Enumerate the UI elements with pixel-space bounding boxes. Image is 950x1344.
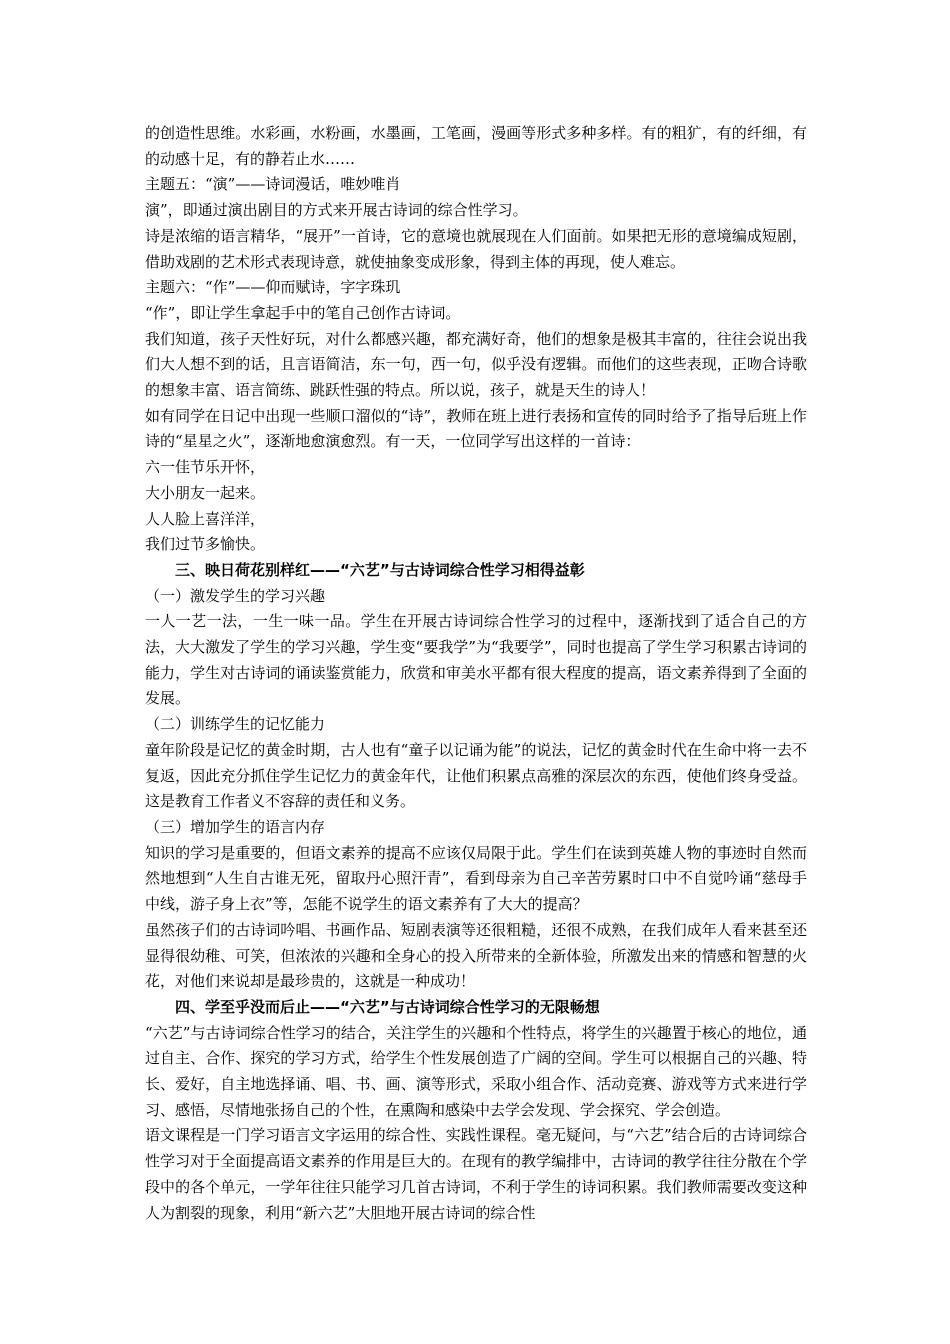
subsection-title: （二）训练学生的记忆能力 bbox=[145, 715, 326, 734]
paragraph: 虽然孩子们的古诗词吟唱、书画作品、短剧表演等还很粗糙，还很不成熟，在我们成年人看来甚至还显得很幼稚、可笑，但浓浓的兴趣和全身心的投入所带来的全新体验，所激发出来的情感和智慧的火花，对他们来说却是最珍贵的，这就是一种成功！ bbox=[145, 920, 807, 991]
paragraph: 知识的学习是重要的，但语文素养的提高不应该仅局限于此。学生们在读到英雄人物的事迹时自然而然地想到“人生自古谁无死，留取丹心照汗青”，看到母亲为自己辛苦劳累时口中不自觉吟诵“慈母手中线，游子身上衣”等，怎能不说学生的语文素养有了大大的提高？ bbox=[145, 843, 807, 914]
document-page bbox=[145, 121, 807, 1226]
poem-line: 六一佳节乐开怀， bbox=[145, 458, 266, 477]
paragraph: “六艺”与古诗词综合性学习的结合，关注学生的兴趣和个性特点，将学生的兴趣置于核心的地位，通过自主、合作、探究的学习方式，给学生个性发展创造了广阔的空间。学生可以根据自己的兴趣、特长、爱好，自主地选择诵、唱、书、画、演等形式，采取小组合作、活动竞赛、游戏等方式来进行学习、感悟，尽情地张扬自己的个性，在熏陶和感染中去学会发现、学会探究、学会创造。 bbox=[145, 1023, 807, 1119]
paragraph: 语文课程是一门学习语言文字运用的综合性、实践性课程。毫无疑问，与“六艺”结合后的古诗词综合性学习对于全面提高语文素养的作用是巨大的。在现有的教学编排中，古诗词的教学往往分散在个学段中的各个单元，一学年往往只能学习几首古诗词，不利于学生的诗词积累。我们教师需要改变这种人为割裂的现象，利用“新六艺”大胆地开展古诗词的综合性 bbox=[145, 1126, 807, 1222]
paragraph: 演”，即通过演出剧目的方式来开展古诗词的综合性学习。 bbox=[145, 201, 528, 220]
poem-line: 大小朋友一起来。 bbox=[145, 483, 266, 502]
paragraph: 我们知道，孩子天性好玩，对什么都感兴趣，都充满好奇，他们的想象是极其丰富的，往往会说出我们大人想不到的话，且言语简洁，东一句，西一句，似乎没有逻辑。而他们的这些表现，正吻合诗歌的想象丰富、语言简练、跳跃性强的特点。所以说，孩子，就是天生的诗人！ bbox=[145, 329, 807, 400]
paragraph: 一人一艺一法，一生一味一品。学生在开展古诗词综合性学习的过程中，逐渐找到了适合自己的方法，大大激发了学生的学习兴趣，学生变“要我学”为“我要学”，同时也提高了学生学习积累古诗词的能力，学生对古诗词的诵读鉴赏能力，欣赏和审美水平都有很大程度的提高，语文素养得到了全面的发展。 bbox=[145, 612, 807, 708]
paragraph: 的创造性思维。水彩画，水粉画，水墨画，工笔画，漫画等形式多种多样。有的粗犷，有的纤细，有的动感十足，有的静若止水…… bbox=[145, 124, 807, 168]
poem-line: 人人脸上喜洋洋， bbox=[145, 509, 266, 528]
paragraph: 诗是浓缩的语言精华，“展开”一首诗，它的意境也就展现在人们面前。如果把无形的意境编成短剧，借助戏剧的艺术形式表现诗意，就使抽象变成形象，得到主体的再现，使人难忘。 bbox=[145, 226, 807, 271]
theme-title: 主题六：“作”——仰而赋诗，字字珠玑 bbox=[145, 278, 401, 297]
paragraph: 如有同学在日记中出现一些顺口溜似的“诗”，教师在班上进行表扬和宣传的同时给予了指导后班上作诗的“星星之火”，逐渐地愈演愈烈。有一天，一位同学写出这样的一首诗： bbox=[145, 406, 807, 451]
section-heading-4: 四、学至乎没而后止——“六艺”与古诗词综合性学习的无限畅想 bbox=[175, 997, 600, 1016]
section-heading-3: 三、映日荷花别样红——“六艺”与古诗词综合性学习相得益彰 bbox=[175, 560, 585, 579]
paragraph: 童年阶段是记忆的黄金时期，古人也有“童子以记诵为能”的说法，记忆的黄金时代在生命中将一去不复返，因此充分抓住学生记忆力的黄金年代，让他们积累点高雅的深层次的东西，使他们终身受益。这是教育工作者义不容辞的责任和义务。 bbox=[145, 740, 807, 811]
poem-line: 我们过节多愉快。 bbox=[145, 535, 266, 554]
paragraph: “作”，即让学生拿起手中的笔自己创作古诗词。 bbox=[145, 303, 461, 322]
subsection-title: （三）增加学生的语言内存 bbox=[145, 817, 326, 836]
subsection-title: （一）激发学生的学习兴趣 bbox=[145, 586, 326, 605]
theme-title: 主题五：“演”——诗词漫话，唯妙唯肖 bbox=[145, 175, 401, 194]
